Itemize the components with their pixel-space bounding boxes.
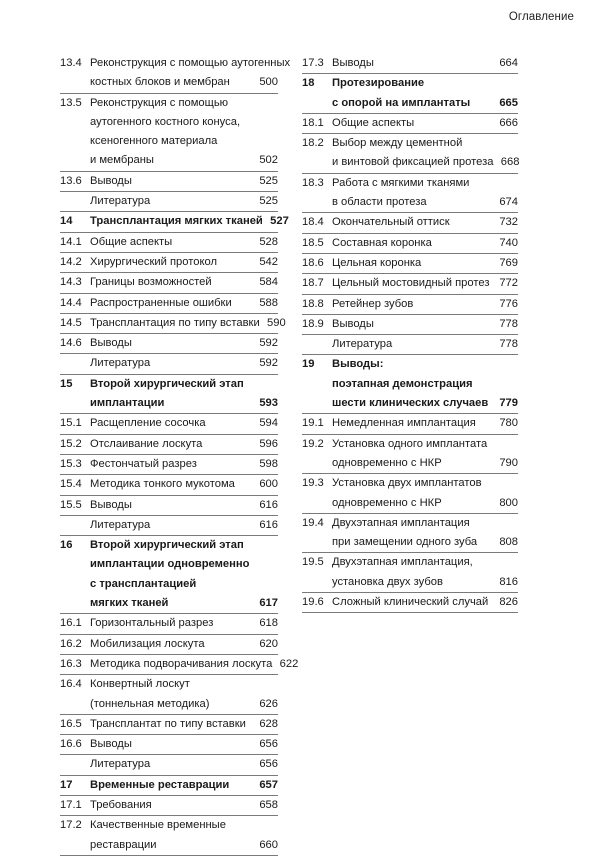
toc-section-entry xyxy=(302,54,518,74)
toc-entry-title: Сложный клинический случай xyxy=(332,596,489,609)
toc-entry-line xyxy=(302,454,518,473)
toc-entry-title: Выводы xyxy=(332,57,374,69)
toc-entry-title: костных блоков и мембран xyxy=(90,76,230,89)
toc-section-entry xyxy=(302,114,518,134)
page-header-title: Оглавление xyxy=(508,11,574,23)
toc-entry-title: Немедленная имплантация xyxy=(332,417,476,430)
toc-entry-title: Двухэтапная имплантация xyxy=(332,516,470,529)
toc-entry-title: с трансплантацией xyxy=(90,577,197,590)
toc-section-entry xyxy=(60,414,278,434)
toc-entry-line xyxy=(60,776,278,795)
toc-entry-line xyxy=(60,172,278,191)
toc-entry-line xyxy=(302,134,518,153)
toc-section-entry xyxy=(60,94,278,172)
toc-entry-line xyxy=(60,735,278,754)
toc-entry-title: Выводы: xyxy=(332,358,384,371)
toc-entry-line xyxy=(60,273,278,292)
toc-entry-line xyxy=(60,354,278,373)
toc-entry-title: Выводы xyxy=(90,337,132,350)
toc-entry-line xyxy=(60,516,278,535)
toc-entry-title: мягких тканей xyxy=(90,597,169,610)
toc-section-entry xyxy=(302,174,518,214)
toc-entry-line xyxy=(302,533,518,552)
toc-entry-title: и винтовой фиксацией протеза xyxy=(332,156,494,169)
toc-entry-line xyxy=(302,335,518,354)
toc-entry-line xyxy=(60,94,278,113)
toc-entry-line xyxy=(302,274,518,293)
toc-entry-title: Качественные временные xyxy=(90,819,226,832)
toc-section-entry xyxy=(302,234,518,254)
toc-chapter-entry xyxy=(60,212,289,232)
toc-entry-title: Трансплантация мягких тканей xyxy=(90,215,263,228)
toc-section-entry xyxy=(60,816,278,856)
toc-entry-page: 542 xyxy=(259,255,278,268)
toc-entry-page: 665 xyxy=(499,96,518,109)
toc-section-entry xyxy=(302,474,518,514)
toc-section-entry xyxy=(302,414,518,434)
toc-entry-line xyxy=(60,435,278,454)
toc-entry-line xyxy=(302,394,518,413)
toc-entry-title: Литература xyxy=(90,758,151,771)
toc-entry-title: имплантации одновременно xyxy=(90,558,250,571)
toc-entry-page: 588 xyxy=(259,296,278,309)
toc-entry-page: 769 xyxy=(499,256,518,269)
toc-entry-title: аутогенного костного конуса, xyxy=(90,115,241,128)
toc-entry-page: 778 xyxy=(499,338,518,351)
toc-entry-page: 617 xyxy=(259,597,278,610)
toc-section-entry xyxy=(302,213,518,233)
toc-entry-page: 525 xyxy=(259,174,278,187)
toc-entry-number: 16 xyxy=(60,539,73,552)
toc-entry-title: Составная коронка xyxy=(332,236,432,249)
toc-entry-line xyxy=(302,315,518,334)
toc-entry-title: Выбор между цементной xyxy=(332,137,463,150)
toc-entry-line xyxy=(60,212,289,231)
toc-entry-number: 15.1 xyxy=(60,417,82,430)
toc-entry-number: 18.9 xyxy=(302,317,324,330)
toc-entry-line xyxy=(60,233,278,252)
toc-chapter-entry xyxy=(60,375,278,415)
toc-entry-title: Литература xyxy=(90,357,151,370)
toc-entry-page: 593 xyxy=(259,397,278,410)
toc-entry-title: Реконструкция с помощью xyxy=(90,96,229,109)
toc-entry-title: Отслаивание лоскута xyxy=(90,437,203,450)
toc-entry-page: 668 xyxy=(500,156,520,169)
toc-entry-title: реставрации xyxy=(90,838,157,851)
toc-entry-title: и мембраны xyxy=(90,154,154,167)
toc-entry-title: Цельная коронка xyxy=(332,256,422,269)
toc-entry-page: 656 xyxy=(259,758,278,771)
toc-section-entry xyxy=(302,553,518,593)
toc-entry-number: 14.2 xyxy=(60,255,82,268)
toc-entry-page: 626 xyxy=(259,697,278,710)
toc-entry-page: 674 xyxy=(499,196,518,209)
toc-entry-title: Окончательный оттиск xyxy=(332,216,450,229)
toc-entry-line xyxy=(60,253,278,272)
toc-entry-page: 628 xyxy=(259,717,278,730)
toc-entry-title: Цельный мостовидный протез xyxy=(332,277,490,290)
toc-entry-line xyxy=(302,474,518,493)
toc-entry-page: 596 xyxy=(259,437,278,450)
toc-entry-page: 779 xyxy=(499,397,518,410)
toc-entry-title: Временные реставрации xyxy=(90,778,230,791)
toc-entry-number: 18.3 xyxy=(302,176,324,189)
toc-entry-number: 15.4 xyxy=(60,478,82,491)
toc-entry-line xyxy=(60,151,278,170)
toc-entry-line xyxy=(60,675,278,694)
toc-entry-page: 816 xyxy=(499,575,518,588)
toc-entry-number: 14.1 xyxy=(60,235,82,248)
toc-right-column xyxy=(302,54,518,613)
toc-entry-line xyxy=(60,614,278,633)
toc-entry-line xyxy=(302,355,518,374)
toc-section-entry xyxy=(302,335,518,355)
toc-entry-number: 18.4 xyxy=(302,216,324,229)
toc-entry-line xyxy=(302,94,518,113)
toc-section-entry xyxy=(60,715,278,735)
toc-entry-number: 14.5 xyxy=(60,316,82,329)
toc-entry-title: шести клинических случаев xyxy=(332,397,489,410)
toc-entry-number: 19.5 xyxy=(302,556,324,569)
toc-entry-line xyxy=(60,695,278,714)
toc-section-entry xyxy=(302,134,518,174)
toc-entry-number: 19.2 xyxy=(302,437,324,450)
toc-entry-title: установка двух зубов xyxy=(332,575,443,588)
toc-entry-number: 13.5 xyxy=(60,96,82,109)
toc-entry-page: 660 xyxy=(259,838,278,851)
toc-entry-page: 527 xyxy=(270,215,289,228)
toc-entry-page: 732 xyxy=(499,216,518,229)
toc-entry-line xyxy=(302,435,518,454)
toc-entry-page: 600 xyxy=(259,478,278,491)
toc-chapter-entry xyxy=(302,74,518,114)
toc-entry-line xyxy=(60,54,291,73)
toc-entry-number: 17 xyxy=(60,778,73,791)
toc-entry-line xyxy=(60,655,299,674)
toc-entry-title: Литература xyxy=(90,195,151,208)
toc-section-entry xyxy=(60,354,278,374)
toc-entry-line xyxy=(60,314,286,333)
toc-entry-number: 13.6 xyxy=(60,174,82,187)
toc-section-entry xyxy=(60,796,278,816)
toc-entry-title: Требования xyxy=(90,798,152,811)
toc-entry-title: Литература xyxy=(332,338,393,351)
toc-entry-line xyxy=(302,593,518,612)
toc-section-entry xyxy=(302,254,518,274)
toc-section-entry xyxy=(60,192,278,212)
toc-entry-page: 666 xyxy=(499,116,518,129)
toc-entry-line xyxy=(302,114,518,133)
toc-entry-number: 18.5 xyxy=(302,236,324,249)
toc-entry-title: в области протеза xyxy=(332,196,427,209)
toc-entry-page: 584 xyxy=(259,276,278,289)
toc-entry-number: 14 xyxy=(60,215,73,228)
toc-entry-title: Фестончатый разрез xyxy=(90,457,197,470)
toc-section-entry xyxy=(60,172,278,192)
toc-entry-page: 616 xyxy=(259,498,278,511)
toc-entry-page: 592 xyxy=(259,337,278,350)
toc-entry-line xyxy=(60,635,278,654)
toc-section-entry xyxy=(60,253,278,273)
toc-entry-line xyxy=(60,192,278,211)
toc-entry-line xyxy=(302,74,518,93)
toc-entry-number: 15.2 xyxy=(60,437,82,450)
toc-section-entry xyxy=(60,614,278,634)
toc-chapter-entry xyxy=(60,536,278,614)
toc-entry-page: 664 xyxy=(499,57,518,69)
toc-entry-number: 15 xyxy=(60,377,73,390)
toc-entry-page: 592 xyxy=(259,357,278,370)
toc-entry-line xyxy=(60,594,278,613)
toc-entry-title: Трансплантация по типу вставки xyxy=(90,316,260,329)
toc-section-entry xyxy=(60,675,278,715)
toc-section-entry xyxy=(60,496,278,516)
toc-entry-title: Горизонтальный разрез xyxy=(90,617,214,630)
toc-section-entry xyxy=(60,455,278,475)
toc-entry-page: 800 xyxy=(499,496,518,509)
toc-chapter-entry xyxy=(302,355,518,414)
toc-entry-title: Установка двух имплантатов xyxy=(332,477,482,490)
toc-entry-title: Границы возможностей xyxy=(90,276,212,289)
toc-entry-line xyxy=(302,375,518,394)
toc-entry-number: 19.1 xyxy=(302,417,324,430)
toc-section-entry xyxy=(302,315,518,335)
toc-entry-number: 14.3 xyxy=(60,276,82,289)
toc-entry-page: 790 xyxy=(499,456,518,469)
toc-entry-line xyxy=(60,496,278,515)
toc-entry-line xyxy=(60,294,278,313)
toc-entry-number: 18.1 xyxy=(302,116,324,129)
toc-entry-title: с опорой на имплантаты xyxy=(332,96,471,109)
toc-entry-number: 18.8 xyxy=(302,297,324,310)
toc-entry-title: Мобилизация лоскута xyxy=(90,637,205,650)
toc-entry-title: Второй хирургический этап xyxy=(90,539,244,552)
toc-entry-title: Расщепление сосочка xyxy=(90,417,206,430)
toc-entry-line xyxy=(302,254,518,273)
toc-entry-title: при замещении одного зуба xyxy=(332,536,478,549)
toc-entry-number: 19 xyxy=(302,358,315,371)
toc-entry-title: одновременно с НКР xyxy=(332,496,442,509)
toc-entry-page: 528 xyxy=(259,235,278,248)
toc-entry-title: Двухэтапная имплантация, xyxy=(332,556,473,569)
toc-entry-title: Выводы xyxy=(90,498,132,511)
toc-entry-line xyxy=(302,494,518,513)
toc-entry-title: ксеногенного материала xyxy=(90,135,218,148)
toc-entry-number: 18.6 xyxy=(302,256,324,269)
toc-section-entry xyxy=(60,655,299,675)
toc-entry-title: Литература xyxy=(90,518,151,531)
toc-section-entry xyxy=(60,516,278,536)
toc-entry-title: Реконструкция с помощью аутогенных xyxy=(90,57,291,69)
toc-section-entry xyxy=(302,514,518,554)
toc-entry-title: Хирургический протокол xyxy=(90,255,217,268)
toc-entry-title: Установка одного имплантата xyxy=(332,437,488,450)
toc-entry-page: 772 xyxy=(499,277,518,290)
toc-entry-number: 16.6 xyxy=(60,738,82,751)
toc-entry-title: Выводы xyxy=(332,317,374,330)
toc-entry-title: Протезирование xyxy=(332,77,425,90)
toc-section-entry xyxy=(60,294,278,314)
toc-section-entry xyxy=(60,314,286,334)
toc-entry-line xyxy=(60,796,278,815)
toc-entry-title: Выводы xyxy=(90,174,132,187)
toc-entry-number: 17.1 xyxy=(60,798,82,811)
toc-entry-line xyxy=(302,295,518,314)
toc-entry-page: 618 xyxy=(259,617,278,630)
toc-entry-page: 808 xyxy=(499,536,518,549)
toc-entry-line xyxy=(302,174,518,193)
toc-entry-title: Методика тонкого мукотома xyxy=(90,478,235,491)
toc-entry-page: 776 xyxy=(499,297,518,310)
toc-entry-line xyxy=(302,514,518,533)
toc-entry-line xyxy=(60,334,278,353)
toc-entry-title: Выводы xyxy=(90,738,132,751)
toc-entry-title: (тоннельная методика) xyxy=(90,697,210,710)
toc-section-entry xyxy=(60,735,278,755)
toc-entry-line xyxy=(302,153,518,172)
toc-entry-line xyxy=(60,715,278,734)
toc-entry-page: 525 xyxy=(259,195,278,208)
toc-section-entry xyxy=(60,54,291,94)
toc-chapter-entry xyxy=(60,776,278,796)
toc-entry-number: 14.4 xyxy=(60,296,82,309)
toc-entry-line xyxy=(302,553,518,572)
toc-entry-number: 16.4 xyxy=(60,678,82,691)
toc-entry-number: 16.2 xyxy=(60,637,82,650)
toc-entry-line xyxy=(60,455,278,474)
toc-entry-number: 16.5 xyxy=(60,717,82,730)
toc-entry-number: 18.2 xyxy=(302,137,324,150)
toc-entry-page: 826 xyxy=(499,596,518,609)
toc-entry-number: 18 xyxy=(302,77,315,90)
toc-entry-number: 16.1 xyxy=(60,617,82,630)
toc-section-entry xyxy=(60,755,278,775)
toc-entry-number: 14.6 xyxy=(60,337,82,350)
toc-entry-line xyxy=(302,193,518,212)
toc-entry-title: Ретейнер зубов xyxy=(332,297,414,310)
toc-entry-line xyxy=(60,414,278,433)
toc-section-entry xyxy=(60,233,278,253)
toc-entry-title: имплантации xyxy=(90,397,165,410)
toc-entry-page: 780 xyxy=(499,417,518,430)
toc-entry-title: Работа с мягкими тканями xyxy=(332,176,470,189)
toc-entry-page: 657 xyxy=(259,778,278,791)
toc-entry-title: Трансплантат по типу вставки xyxy=(90,717,246,730)
toc-section-entry xyxy=(302,593,518,613)
toc-entry-number: 18.7 xyxy=(302,277,324,290)
toc-entry-title: Второй хирургический этап xyxy=(90,377,244,390)
toc-entry-page: 598 xyxy=(259,457,278,470)
toc-entry-title: одновременно с НКР xyxy=(332,456,442,469)
toc-entry-page: 622 xyxy=(279,657,299,670)
toc-section-entry xyxy=(60,273,278,293)
toc-entry-number: 19.3 xyxy=(302,477,324,490)
toc-entry-line xyxy=(302,54,518,73)
toc-entry-page: 778 xyxy=(499,317,518,330)
toc-entry-title: Конвертный лоскут xyxy=(90,678,190,691)
toc-entry-title: Общие аспекты xyxy=(332,116,415,129)
toc-entry-page: 616 xyxy=(259,518,278,531)
toc-entry-number: 13.4 xyxy=(60,57,82,69)
toc-entry-line xyxy=(60,132,278,151)
toc-entry-line xyxy=(302,213,518,232)
toc-entry-line xyxy=(60,475,278,494)
toc-section-entry xyxy=(302,295,518,315)
toc-entry-title: поэтапная демонстрация xyxy=(332,377,473,390)
toc-entry-number: 17.3 xyxy=(302,57,324,69)
toc-entry-page: 594 xyxy=(259,417,278,430)
toc-entry-title: Общие аспекты xyxy=(90,235,173,248)
toc-entry-line xyxy=(60,375,278,394)
toc-entry-line xyxy=(60,555,278,574)
toc-entry-line xyxy=(60,113,278,132)
toc-entry-number: 16.3 xyxy=(60,657,82,670)
toc-entry-title: Распространенные ошибки xyxy=(90,296,232,309)
toc-entry-page: 656 xyxy=(259,738,278,751)
toc-entry-line xyxy=(60,394,278,413)
toc-left-column xyxy=(60,54,299,856)
toc-section-entry xyxy=(60,334,278,354)
toc-section-entry xyxy=(60,635,278,655)
toc-section-entry xyxy=(60,475,278,495)
toc-section-entry xyxy=(302,274,518,294)
toc-entry-line xyxy=(60,536,278,555)
toc-entry-number: 17.2 xyxy=(60,819,82,832)
toc-entry-page: 620 xyxy=(259,637,278,650)
toc-entry-page: 658 xyxy=(259,798,278,811)
toc-entry-line xyxy=(60,73,278,92)
toc-entry-line xyxy=(60,836,278,855)
toc-entry-page: 740 xyxy=(499,236,518,249)
toc-entry-number: 19.4 xyxy=(302,516,324,529)
toc-entry-line xyxy=(302,573,518,592)
toc-entry-title: Методика подворачивания лоскута xyxy=(90,657,273,670)
toc-section-entry xyxy=(60,435,278,455)
toc-entry-page: 590 xyxy=(267,316,286,329)
toc-entry-page: 502 xyxy=(259,154,278,167)
toc-entry-number: 19.6 xyxy=(302,596,324,609)
toc-entry-line xyxy=(60,816,278,835)
toc-entry-number: 15.3 xyxy=(60,457,82,470)
toc-entry-line xyxy=(60,575,278,594)
toc-entry-line xyxy=(60,755,278,774)
toc-entry-number: 15.5 xyxy=(60,498,82,511)
toc-entry-line xyxy=(302,234,518,253)
toc-entry-line xyxy=(302,414,518,433)
toc-section-entry xyxy=(302,435,518,475)
toc-entry-page: 500 xyxy=(259,76,278,89)
